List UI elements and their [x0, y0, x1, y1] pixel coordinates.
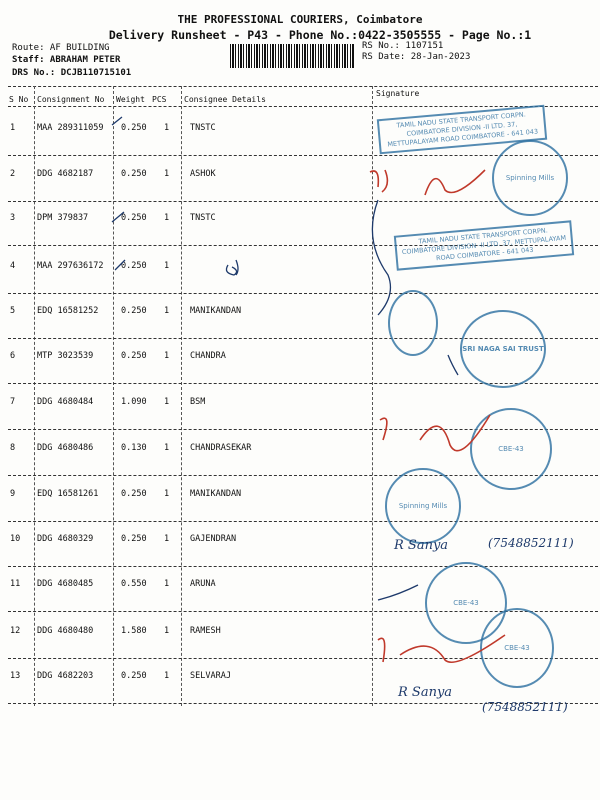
- row-sno: 5: [10, 306, 16, 316]
- row-sno: 1: [10, 123, 16, 133]
- row-consignment: DDG 4680486: [37, 443, 94, 453]
- row-pcs: 1: [164, 306, 170, 316]
- row-consignment: DDG 4680485: [37, 579, 94, 589]
- row-weight: 0.250: [121, 169, 147, 179]
- row-sno: 11: [10, 579, 21, 589]
- cbe-stamp-3: CBE-43: [480, 608, 554, 688]
- row-sno: 8: [10, 443, 16, 453]
- col-header-signature: Signature: [376, 89, 420, 98]
- staff-label: Staff: ABRAHAM PETER: [12, 55, 121, 65]
- row-pcs: 1: [164, 443, 170, 453]
- row-consignee: TNSTC: [190, 123, 216, 133]
- spinning-mills-stamp-2: Spinning Mills: [385, 468, 461, 544]
- row-weight: 0.250: [121, 213, 147, 223]
- row-sno: 7: [10, 397, 16, 407]
- row-consignee: GAJENDRAN: [190, 534, 237, 544]
- col-header-sno: S No: [9, 95, 29, 104]
- row-pcs: 1: [164, 397, 170, 407]
- signature-row10: R Sanya: [394, 538, 449, 553]
- row-weight: 0.250: [121, 489, 147, 499]
- row-consignee: CHANDRASEKAR: [190, 443, 252, 453]
- row-weight: 1.580: [121, 626, 147, 636]
- row-consignment: DPM 379837: [37, 213, 89, 223]
- signature-row4: [226, 260, 238, 275]
- row-weight: 0.250: [121, 534, 147, 544]
- signature-row6: [448, 355, 458, 375]
- row-weight: 0.250: [121, 123, 147, 133]
- row-consignment: MAA 289311059: [37, 123, 104, 133]
- row-pcs: 1: [164, 489, 170, 499]
- row-pcs: 1: [164, 579, 170, 589]
- sai-trust-stamp: SRI NAGA SAI TRUST: [460, 310, 546, 388]
- rs-number: RS No.: 1107151: [362, 41, 444, 51]
- row-consignment: DDG 4680329: [37, 534, 94, 544]
- row-pcs: 1: [164, 261, 170, 271]
- runsheet-title: Delivery Runsheet - P43 - Phone No.:0422-3505555 - Page No.:1: [108, 28, 532, 42]
- row-consignment: MTP 3023539: [37, 351, 94, 361]
- row-pcs: 1: [164, 534, 170, 544]
- row-consignee: SELVARAJ: [190, 671, 231, 681]
- signature-row2: [370, 170, 485, 195]
- row-weight: 0.250: [121, 306, 147, 316]
- drs-number: DRS No.: DCJB110715101: [12, 68, 132, 78]
- signature-row12: [378, 635, 505, 662]
- tnstc-stamp: TAMIL NADU STATE TRANSPORT CORPN. COIMBATORE DIVISION -II LTD. 37, METTUPALAYAM ROAD COIMBATORE - 641 043: [377, 105, 547, 155]
- row-pcs: 1: [164, 169, 170, 179]
- row-weight: 0.250: [121, 261, 147, 271]
- row-weight: 1.090: [121, 397, 147, 407]
- company-title: THE PROFESSIONAL COURIERS, Coimbatore: [177, 13, 423, 26]
- row-consignee: ARUNA: [190, 579, 216, 589]
- signature-row8: [380, 415, 490, 451]
- row-consignee: RAMESH: [190, 626, 221, 636]
- row-consignment: DDG 4682203: [37, 671, 94, 681]
- row-sno: 4: [10, 261, 16, 271]
- row-pcs: 1: [164, 123, 170, 133]
- row-sno: 13: [10, 671, 21, 681]
- row-pcs: 1: [164, 671, 170, 681]
- row-weight: 0.550: [121, 579, 147, 589]
- row-sno: 10: [10, 534, 21, 544]
- signature-row11: [378, 585, 418, 600]
- row-sno: 9: [10, 489, 16, 499]
- route-label: Route: AF BUILDING: [12, 43, 110, 53]
- row-consignment: EDQ 16581252: [37, 306, 99, 316]
- col-header-weight: Weight: [116, 95, 145, 104]
- col-header-consignee: Consignee Details: [184, 95, 266, 104]
- tnstc-stamp-2: TAMIL NADU STATE TRANSPORT CORPN. COIMBATORE DIVISION -II LTD. 37, METTUPALAYAM ROAD COIMBATORE - 641 043: [394, 220, 574, 270]
- signature-row13: R Sanya: [398, 685, 453, 700]
- row-consignee: MANIKANDAN: [190, 306, 242, 316]
- row-weight: 0.130: [121, 443, 147, 453]
- col-header-pcs: PCS: [152, 95, 167, 104]
- row-pcs: 1: [164, 213, 170, 223]
- row-weight: 0.250: [121, 351, 147, 361]
- row-consignee: ASHOK: [190, 169, 216, 179]
- col-header-consignment: Consignment No: [37, 95, 105, 104]
- row-consignment: EDQ 16581261: [37, 489, 99, 499]
- row-consignment: DDG 4680484: [37, 397, 94, 407]
- spinning-mills-stamp: Spinning Mills: [492, 140, 568, 216]
- row-sno: 12: [10, 626, 21, 636]
- cbe-stamp-2: CBE-43: [425, 562, 507, 644]
- row-weight: 0.250: [121, 671, 147, 681]
- row-consignee: TNSTC: [190, 213, 216, 223]
- row-consignee: BSM: [190, 397, 206, 407]
- cbe-stamp: CBE-43: [470, 408, 552, 490]
- row-consignment: DDG 4682187: [37, 169, 94, 179]
- row-pcs: 1: [164, 351, 170, 361]
- rs-date: RS Date: 28-Jan-2023: [362, 52, 471, 62]
- phone-note-2: (7548852111): [482, 700, 568, 714]
- row-sno: 2: [10, 169, 16, 179]
- row-sno: 3: [10, 213, 16, 223]
- phone-note-1: (7548852111): [488, 536, 574, 550]
- row-consignee: CHANDRA: [190, 351, 226, 361]
- row-consignment: MAA 297636172: [37, 261, 104, 271]
- row-pcs: 1: [164, 626, 170, 636]
- row-consignee: MANIKANDAN: [190, 489, 242, 499]
- row-consignment: DDG 4680480: [37, 626, 94, 636]
- row-sno: 6: [10, 351, 16, 361]
